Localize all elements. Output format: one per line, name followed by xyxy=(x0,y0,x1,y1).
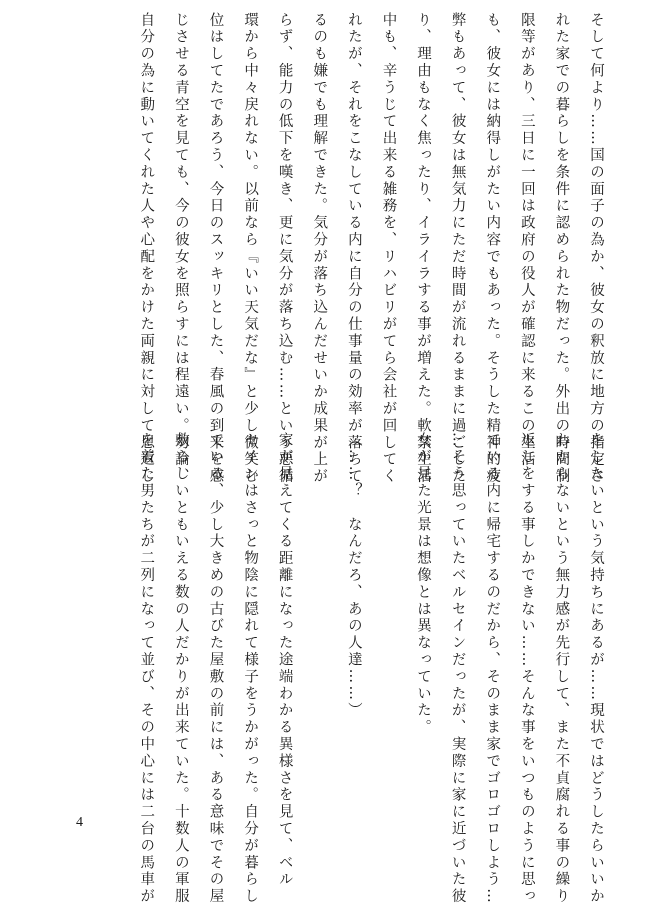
text-line: も、彼女には納得しがたい内容でもあった。そうした精神的疲 xyxy=(484,12,501,486)
page-number: 4 xyxy=(76,815,83,830)
text-line: 返しをする事しかできない……そんな事をいつものように思っ xyxy=(518,432,535,905)
text-line: そして何より……国の面子の為か、彼女の釈放に地方の指定さ xyxy=(588,12,604,486)
text-line: 中も、辛うじて出来る雑務を、リハビリがてら会社が回してく xyxy=(380,12,397,486)
text-line: 敷らしいともいえる数の人だかりが出来ていた。十数人の軍服 xyxy=(172,432,189,905)
text-line: り、理由もなく焦ったり、イライラする事が増えた。軟禁生活 xyxy=(415,12,432,486)
text-line: 環から中々戻れない。以前なら『いい天気だな』と少し微笑む xyxy=(242,12,259,486)
text-line: らず、能力の低下を嘆き、更に気分が落ち込む……という悪循 xyxy=(276,12,293,486)
text-line: るのも嫌でも理解できた。気分が落ち込んだせいか成果が上が xyxy=(311,12,328,486)
text-line: ている内に帰宅するのだから、そのまま家でゴロゴロしよう… xyxy=(484,432,501,905)
text-line: …そう思っていたベルセインだったが、実際に家に近づいた彼 xyxy=(449,432,466,905)
text-line: れたが、それをこなしている内に自分の仕事量の効率が落ちて xyxy=(345,12,362,486)
text-line: 女が見た光景は想像とは異なっていた。 xyxy=(415,432,432,737)
text-line: じさせる青空を見ても、今の彼女を照らすには程遠い。勿論、 xyxy=(172,12,189,486)
text-line: 限等があり、三日に一回は政府の役人が確認に来るこの生活 xyxy=(518,12,535,469)
bottom-text-block xyxy=(129,432,613,905)
text-line: 位はしてたであろう、今日のスッキリとした、春風の到来を感 xyxy=(207,12,224,486)
text-line: 家が見えてくる距離になった途端わかる異様さを見て、ベル xyxy=(276,432,293,889)
text-line: ている、少し大きめの古びた屋敷の前には、ある意味でその屋 xyxy=(207,432,224,905)
blank-line xyxy=(302,432,337,832)
text-line: をしたいという気持ちにあるが……現状ではどうしたらいいか xyxy=(588,432,604,905)
text-line: 弊もあって、彼女は無気力にただ時間が流れるままに過ごした xyxy=(449,12,466,486)
text-line: 自分の為に動いてくれた人や心配をかけた両親に対して恩返し xyxy=(138,12,155,486)
text-line: セインはさっと物陰に隠れて様子をうかがった。自分が暮らし xyxy=(242,432,259,905)
text-line: れた家での暮らしを条件に認められた物だった。外出の時間制 xyxy=(553,12,570,486)
text-line: わからないという無力感が先行して、また不貞腐れる事の繰り xyxy=(553,432,570,905)
top-text-block xyxy=(129,12,613,486)
text-line: を着た男たちが二列になって並び、その中心には二台の馬車が xyxy=(138,432,155,905)
text-line: （……？ なんだろ、あの人達……） xyxy=(345,432,362,720)
blank-line xyxy=(371,432,406,832)
